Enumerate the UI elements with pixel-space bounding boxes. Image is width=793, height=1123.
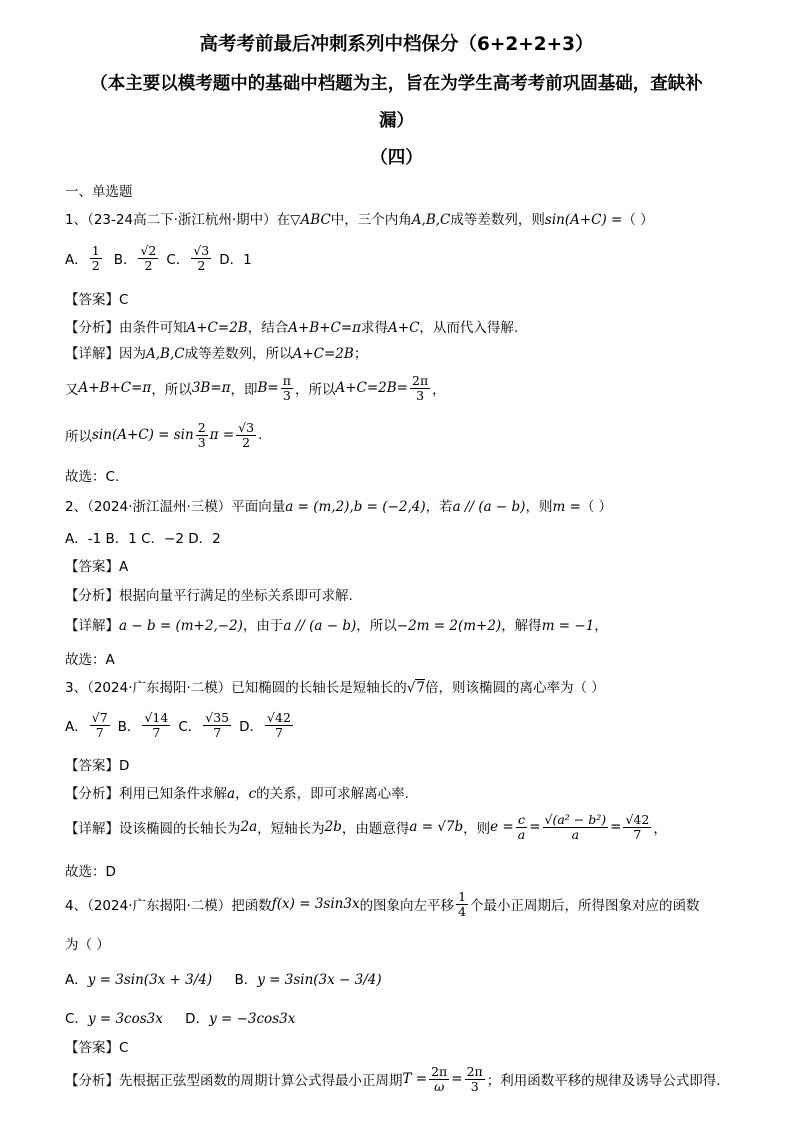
q1-option-a-num: 1 [91,243,100,259]
q1-paren: （ ） [622,212,654,228]
q3-answer-tag: 【答案】 [65,758,119,774]
q2-analysis [65,584,353,604]
q2-detail-text-b: ，所以 [356,618,397,634]
q3-detail-f3-num: √42 [625,812,650,828]
q1-detail-text-c: ； [353,346,368,362]
q4-analysis-f2-num: 2π [466,1064,483,1080]
q1-analysis-eq1: A+C=2B [186,320,248,336]
q3-detail-f1-num: c [517,812,525,828]
q1-options [65,240,252,276]
section-heading: 一、单选题 [65,184,133,200]
q2-source: 2、（2024·浙江温州·三模）平面向量 [65,499,286,515]
q3-detail [65,806,667,848]
q1-l3-f1-num: 2 [197,420,206,436]
q4-options-ab [65,968,382,988]
q4-analysis-text-b: ；利用函数平移的规律及诱导公式即得. [486,1073,721,1089]
q1-answer-value: C [119,292,129,308]
q3-detail-f1-den: a [517,826,526,842]
q1-l3-fraction-1 [196,421,208,448]
q3-analysis-text-b: ， [235,786,249,802]
q3-options [65,706,295,744]
q2-detail-text-d: ， [594,618,608,634]
q3-detail-fraction-3 [623,813,651,840]
q1-option-b-fraction [138,244,158,271]
q1-detail-text-a: 因为 [119,346,146,362]
q1-analysis-text-d: ，从而代入得解. [419,320,519,336]
q1-detail-eq2: A+C=2B [292,346,354,362]
q4-shift-fraction [456,890,468,917]
q1-option-b-num: √2 [140,243,157,259]
q1-l3-eq2: π = [209,427,235,443]
q2-detail-eq2: a // (a − b) [283,618,357,634]
q1-analysis-tag: 【分析】 [65,320,119,336]
q3-detail-text-b: ，短轴长为 [257,821,325,837]
q2-choice: 故选：A [65,652,115,668]
q1-l3-text-a: 所以 [65,429,92,445]
q1-answer [65,288,128,308]
q3-detail-eq2: 2b [324,819,342,835]
q1-detail-tag: 【详解】 [65,346,119,362]
q3-analysis-text-a: 利用已知条件求解 [119,786,227,802]
q1-option-d: D．1 [219,252,252,268]
q2-detail [65,614,608,634]
q1-triangle: ▽ABC [290,212,331,228]
q1-l2-text-e: ， [432,382,446,398]
q1-l2-text-d: ，所以 [294,382,336,398]
q1-l2-fraction-2 [410,374,430,401]
q1-stem-a: 中，三个内角 [330,212,412,228]
q2-parallel-condition: a // (a − b) [452,499,526,515]
q3-option-a-fraction [90,711,110,738]
q1-l2-f2-den: 3 [416,387,425,403]
q2-expression: m = [552,499,581,515]
q2-detail-text-a: ，由于 [242,618,284,634]
q4-stem-b: 个最小正周期后，所得图象对应的函数 [470,898,700,914]
q3-answer [65,754,129,774]
q3-option-c-fraction [203,711,231,738]
q3-analysis-text-c: 的关系，即可求解离心率. [256,786,409,802]
q2-options: A．-1 B．1 C．−2 D．2 [65,531,221,547]
q4-source: 4、（2024·广东揭阳·二模）把函数 [65,898,272,914]
q3-detail-tag: 【详解】 [65,821,119,837]
q4-answer-value: C [119,1040,129,1056]
q1-l3-fraction-2 [236,421,256,448]
q1-l3-eq1: sin(A+C) = sin [92,427,194,443]
q1-l2-text-c: ，即 [230,382,258,398]
q1-answer-tag: 【答案】 [65,292,119,308]
q2-stem [65,495,612,515]
q1-l3-f1-den: 3 [197,434,206,450]
q3-detail-text-c: ，由题意得 [341,821,410,837]
q2-analysis-tag: 【分析】 [65,588,119,604]
q1-l2-eq4: A+C=2B= [335,380,408,396]
q3-source: 3、（2024·广东揭阳·二模）已知椭圆的长轴长是短轴长的 [65,680,407,696]
q1-option-a-fraction [90,244,102,271]
q1-analysis-text-c: 求得 [361,320,389,336]
q3-option-c-den: 7 [213,724,222,740]
q2-detail-tag: 【详解】 [65,618,119,634]
q1-choice: 故选：C. [65,469,120,485]
q1-analysis-text-a: 由条件可知 [119,320,187,336]
q4-analysis-eq: T = [402,1071,428,1087]
q4-option-d: y = −3cos3x [209,1011,296,1027]
q3-analysis-var-a: a [227,786,236,802]
q1-detail-eq1: A,B,C [146,346,185,362]
q1-analysis-eq3: A+C [388,320,420,336]
q3-option-b-den: 7 [152,724,161,740]
q1-option-c-label: C． [166,252,190,268]
q3-detail-text-a: 设该椭圆的长轴长为 [119,821,241,837]
q3-choice: 故选：D [65,864,116,880]
q2-answer-value: A [119,559,129,575]
q3-detail-text-d: ，则 [463,821,491,837]
q1-analysis-eq2: A+B+C=π [288,320,362,336]
q1-l3-f2-den: 2 [242,434,251,450]
q3-option-b-fraction [142,711,170,738]
q3-detail-text-e: ， [653,821,667,837]
q1-analysis [65,316,518,336]
q1-l2-f1-num: π [282,373,291,389]
q1-option-c-num: √3 [193,243,210,259]
q2-analysis-text: 根据向量平行满足的坐标关系即可求解. [119,588,353,604]
q2-detail-eq1: a − b = (m+2,−2) [119,618,243,634]
document-part-number: （四） [370,148,423,168]
q1-l2-text-b: ，所以 [151,382,192,398]
document-subtitle-line-2: 漏） [379,111,414,131]
q3-option-a-den: 7 [95,724,104,740]
q1-option-b-den: 2 [144,257,153,273]
q3-option-b-label: B． [117,719,141,735]
q4-stem-line-1 [65,886,700,922]
q4-option-b-label: B． [234,972,258,988]
q2-stem-b: ，则 [525,499,553,515]
q4-option-c: y = 3cos3x [87,1011,163,1027]
q3-option-d-num: √42 [267,710,291,726]
q1-stem [65,208,654,228]
q3-analysis [65,782,409,802]
q1-option-a-label: A． [65,252,88,268]
q4-frac-num: 1 [458,889,467,905]
q4-analysis-tag: 【分析】 [65,1073,119,1089]
q2-answer-tag: 【答案】 [65,559,119,575]
q1-l2-text-a: 又 [65,382,79,398]
q4-analysis-text-a: 先根据正弦型函数的周期计算公式得最小正周期 [119,1073,403,1089]
q4-option-a-label: A． [65,972,88,988]
q3-detail-eq6: = [610,819,622,835]
q1-detail-line-2 [65,370,446,406]
q3-detail-f2-num: √(a² − b²) [544,812,607,828]
q1-angles: A,B,C [411,212,451,228]
q3-detail-eq4: e = [490,819,514,835]
q3-detail-fraction-2 [543,813,609,840]
q4-options-cd [65,1007,295,1027]
q3-detail-eq5: = [529,819,541,835]
q4-stem-a: 的图象向左平移 [359,898,455,914]
q3-detail-f2-den: a [571,826,580,842]
q4-option-b: y = 3sin(3x − 3/4) [257,972,382,988]
q1-source: 1、（23-24高二下·浙江杭州·期中）在 [65,212,291,228]
q1-l2-f2-num: 2π [412,373,429,389]
q1-option-c-fraction [191,244,211,271]
q4-analysis-eq2: = [451,1071,463,1087]
q3-option-a-label: A． [65,719,88,735]
q2-detail-eq4: m = −1 [541,618,595,634]
q1-option-c-den: 2 [197,257,206,273]
q4-analysis-f1-den: ω [434,1078,445,1094]
q3-detail-eq1: 2a [240,819,258,835]
q1-detail-line-3 [65,416,262,454]
q4-option-d-label: D． [185,1011,210,1027]
q1-stem-b: 成等差数列，则 [450,212,545,228]
q2-vector-b: b = (−2,4) [353,499,426,515]
q2-detail-eq3: −2m = 2(m+2) [396,618,502,634]
q1-detail-text-b: 成等差数列，所以 [184,346,293,362]
q3-answer-value: D [119,758,130,774]
q3-detail-f3-den: 7 [633,826,642,842]
q3-sqrt-radicand: 7 [416,680,425,696]
document-subtitle-line-1: （本主要以模考题中的基础中档题为主，旨在为学生高考考前巩固基础，查缺补 [90,74,703,94]
q2-detail-text-c: ，解得 [501,618,542,634]
q4-analysis-f1-num: 2π [431,1064,448,1080]
q4-analysis-fraction-2 [465,1065,485,1092]
q3-analysis-var-c: c [248,786,257,802]
q1-l2-eq1: A+B+C=π [78,380,152,396]
q4-function: f(x) = 3sin3x [271,896,360,912]
q1-l2-eq2: 3B=π [191,380,231,396]
q4-frac-den: 4 [458,903,467,919]
q4-analysis-fraction-1 [429,1065,449,1092]
q3-detail-eq3: a = √7b [409,819,464,835]
q3-option-d-label: D． [239,719,264,735]
q3-option-b-num: √14 [144,710,169,726]
q2-paren: （ ） [580,499,613,515]
q3-stem [65,676,605,696]
q1-option-a-den: 2 [91,257,100,273]
q4-answer-tag: 【答案】 [65,1040,119,1056]
q3-option-a-num: √7 [91,710,108,726]
q3-detail-fraction-1 [516,813,527,840]
q3-sqrt: √7 [406,680,425,696]
q1-l2-f1-den: 3 [282,387,291,403]
q1-option-b-label: B． [113,252,137,268]
q2-vector-a: a = (m,2), [285,499,354,515]
q4-option-a: y = 3sin(3x + 3/4) [87,972,213,988]
q1-l3-f2-num: √3 [238,420,255,436]
q4-answer [65,1036,128,1056]
document-title: 高考考前最后冲刺系列中档保分（6+2+2+3） [199,34,594,55]
q3-option-c-label: C． [178,719,202,735]
q3-analysis-tag: 【分析】 [65,786,119,802]
q1-detail-line-1 [65,342,367,362]
q1-l2-fraction-1 [281,374,293,401]
q4-analysis-f2-den: 3 [470,1078,479,1094]
q4-analysis [65,1060,721,1098]
q4-option-c-label: C． [65,1011,88,1027]
q3-option-d-fraction [265,711,293,738]
q1-l3-text-b: . [258,427,263,443]
q1-expression: sin(A+C) = [544,212,623,228]
q2-stem-a: ，若 [425,499,453,515]
q4-stem-line-2: 为（ ） [65,937,110,953]
q3-option-d-den: 7 [274,724,283,740]
q1-l2-eq3: B= [257,380,279,396]
q3-option-c-num: √35 [205,710,230,726]
q3-stem-text: 倍，则该椭圆的离心率为（ ） [424,680,605,696]
q2-answer [65,555,128,575]
q1-analysis-text-b: ，结合 [247,320,289,336]
